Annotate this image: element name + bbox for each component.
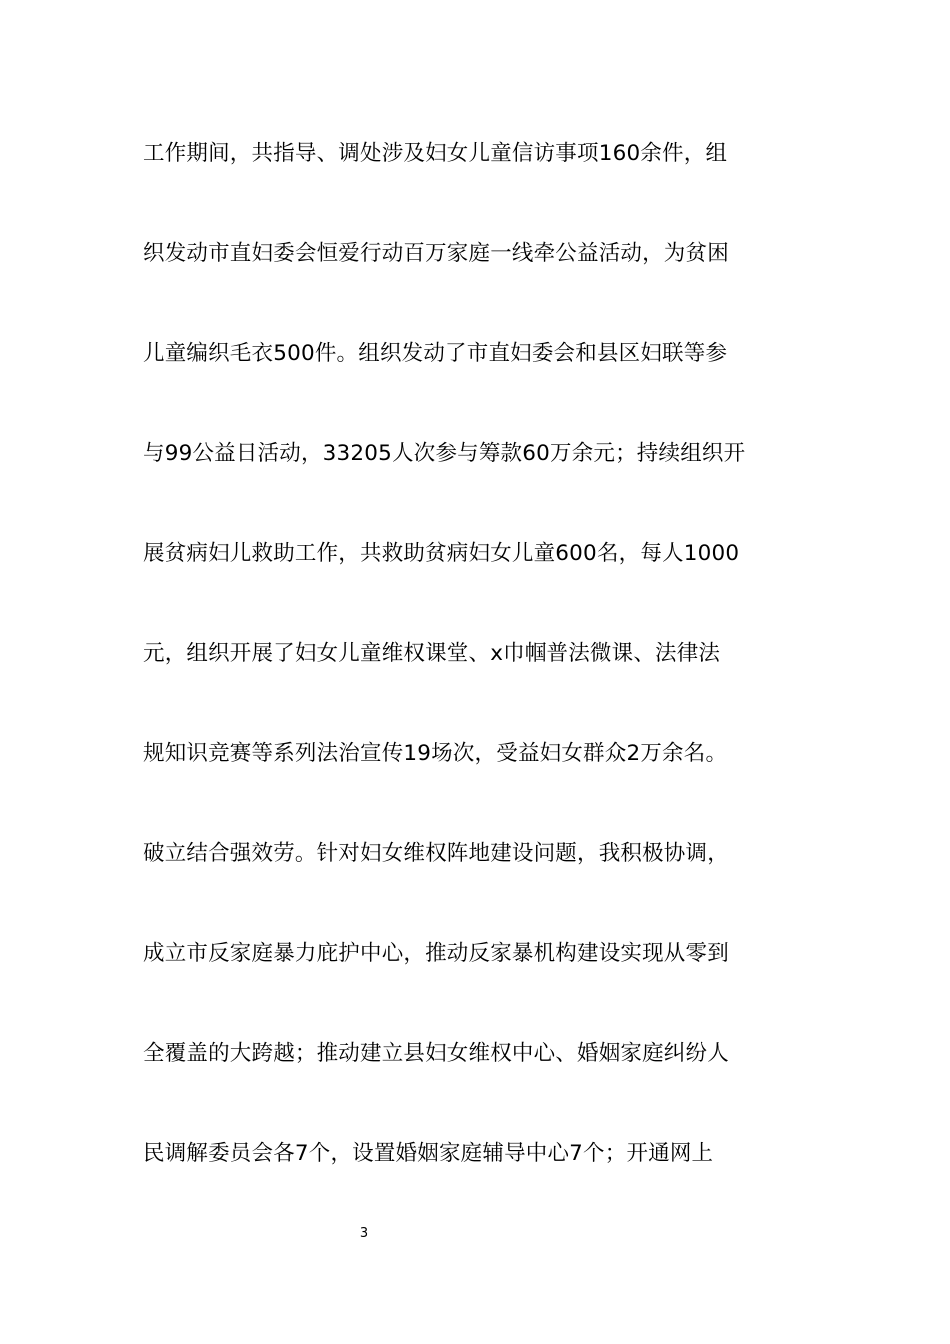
text-line: 元，组织开展了妇女儿童维权课堂、x巾帼普法微课、法律法	[143, 641, 721, 666]
text-line: 民调解委员会各7个，设置婚姻家庭辅导中心7个；开通网上	[143, 1141, 714, 1166]
text-line: 全覆盖的大跨越；推动建立县妇女维权中心、婚姻家庭纠纷人	[143, 1041, 729, 1066]
page-number: 3	[359, 1226, 369, 1241]
text-line: 与99公益日活动，33205人次参与筹款60万余元；持续组织开	[143, 441, 746, 466]
text-line: 成立市反家庭暴力庇护中心，推动反家暴机构建设实现从零到	[143, 941, 729, 966]
text-line: 规知识竞赛等系列法治宣传19场次，受益妇女群众2万余名。	[143, 741, 728, 766]
body-text	[143, 126, 813, 1226]
text-line: 工作期间，共指导、调处涉及妇女儿童信访事项160余件，组	[143, 141, 728, 166]
text-line: 儿童编织毛衣500件。组织发动了市直妇委会和县区妇联等参	[143, 341, 728, 366]
text-line: 破立结合强效劳。针对妇女维权阵地建设问题，我积极协调，	[143, 841, 729, 866]
text-line: 织发动市直妇委会恒爱行动百万家庭一线牵公益活动，为贫困	[143, 241, 729, 266]
text-line: 展贫病妇儿救助工作，共救助贫病妇女儿童600名，每人1000	[143, 541, 740, 566]
